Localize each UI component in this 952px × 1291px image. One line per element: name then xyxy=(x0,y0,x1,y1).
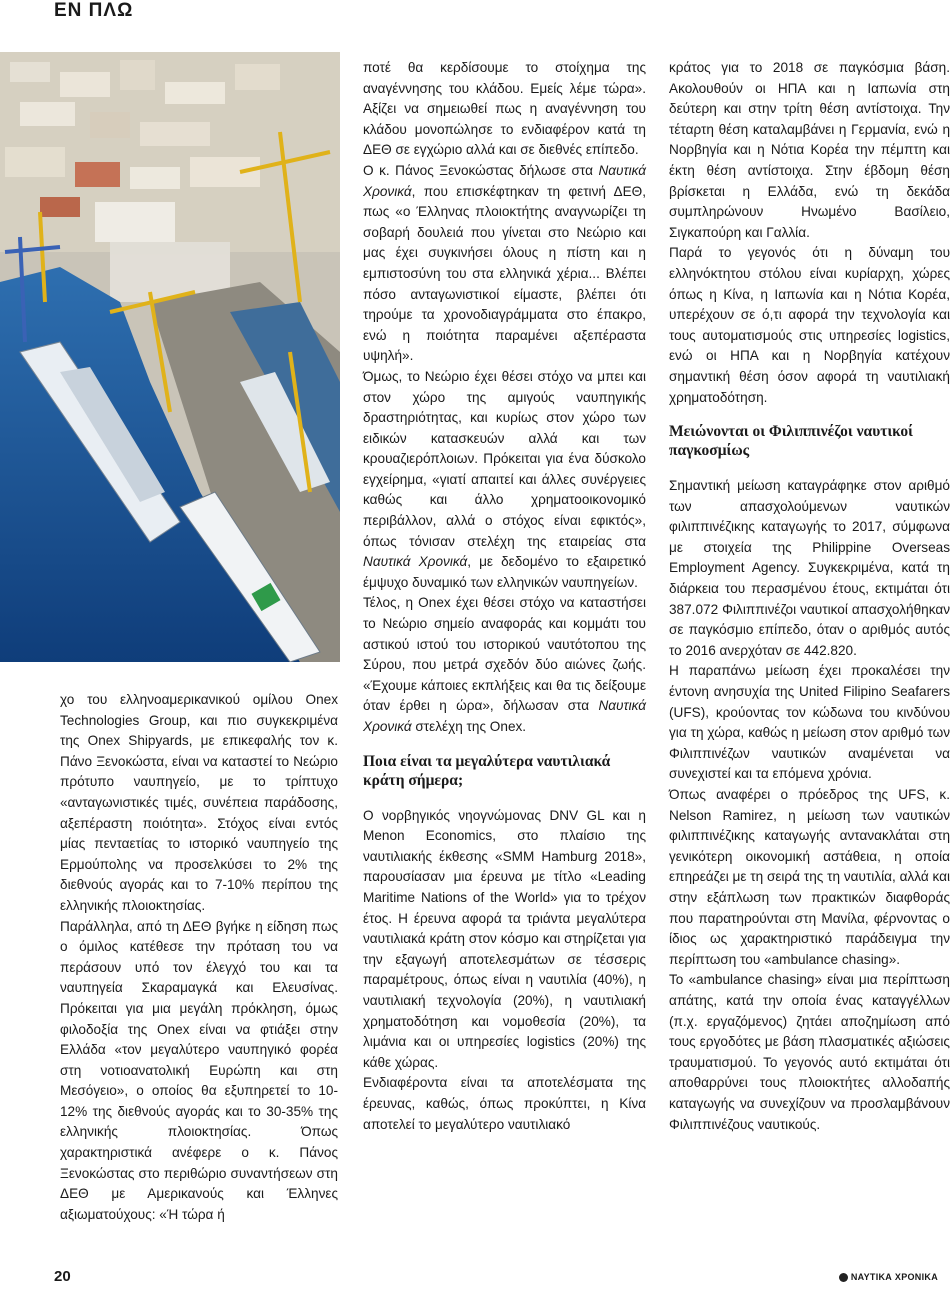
text-run: Ο κ. Πάνος Ξενοκώστας δήλωσε στα xyxy=(363,162,599,178)
publication-name: Ναυτικά Χρονικά xyxy=(363,162,646,199)
footer-brand xyxy=(839,1272,938,1282)
text-run: , που επισκέφτηκαν τη φετινή ΔΕΘ, πως «ο Έλληνας πλοιοκτήτης αναγνωρίζει τη σοβαρή δουλειά που γίνεται στο Νεώριο και μας έχει συγκινήσει όλους η πίστη και η εμπιστοσύνη του στα ελληνικά χέρια... Βλέπει πόσο ανταγωνιστικοί είμαστε, βλέπει ότι τηρούμε τα χρονοδιαγράμματα στο έπακρο, ενώ η ποιότητα παραμένει αξεπέραστα υψηλή». xyxy=(363,183,646,364)
col3-paragraph-5: Όπως αναφέρει ο πρόεδρος της UFS, κ. Nelson Ramirez, η μείωση των ναυτικών φιλιππινέζικης καταγωγής αντανακλάται στη γενικότερη οικονομική αστάθεια, η οποία επηρεάζει με τη σειρά της τη ναυτιλία, αλλά και στην εξάπλωση των πρακτικών διαφθοράς που παρατηρούνται στη Μανίλα, φέρνοντας ο ίδιος ως χαρακτηριστικό παράδειγμα την περίπτωση του «ambulance chasing». xyxy=(669,787,950,967)
col2-paragraph-6: Ενδιαφέροντα είναι τα αποτελέσματα της έρευνας, καθώς, όπως προκύπτει, η Κίνα αποτελεί το μεγαλύτερο ναυτιλιακό xyxy=(363,1075,646,1132)
text-run: στελέχη της Onex. xyxy=(411,719,527,734)
column-3 xyxy=(669,58,950,1135)
section-label: ΕΝ ΠΛΩ xyxy=(54,0,134,21)
text-run: Όμως, το Νεώριο έχει θέσει στόχο να μπει και στον χώρο της αμιγούς ναυπηγικής δραστηριότητας, και κυρίως στον χώρο των ειδικών κατασκευών αλλά και των κρουαζιερόπλοιων. Πρόκειται για ένα δύσκολο εγχείρημα, «γιατί απαιτεί και άλλες συνέργειες καθώς και άλλο χρηματοοικονομικό περιβάλλον, αλλά ο στόχος είναι εφικτός», όπως τόνισαν στελέχη της εταιρείας στα xyxy=(363,368,646,549)
column-2 xyxy=(363,58,646,1135)
col2-paragraph-4 xyxy=(363,593,646,737)
col3-paragraph-6: Το «ambulance chasing» είναι μια περίπτωση απάτης, κατά την οποία ένας καταγγέλλων (π.χ. εργαζόμενος) ζητάει αποζημίωση από τους εργοδότες με βάση πλασματικές αξιώσεις τραυματισμού. Το γεγονός αυτό εκτιμάται ότι αποθαρρύνει τους πλοιοκτήτες αλλοδαπής καταγωγής να συνεχίζουν να προσλαμβάνουν Φιλιππινέζους ναυτικούς. xyxy=(669,972,950,1132)
col1-paragraph-1: χο του ελληνοαμερικανικού ομίλου Onex Technologies Group, και πιο συγκεκριμένα της Onex Shipyards, με επικεφαλής τον κ. Πάνο Ξενοκώστα, είναι να καταστεί το Νεώριο πρότυπο ναυπηγείο, με το τρίπτυχο «ανταγωνιστικές τιμές, συνέπεια παράδοσης, αξεπέραστη ποιότητα». Στόχος είναι εντός μίας πενταετίας το ιστορικό ναυπηγείο της Ερμούπολης να προσελκύσει το 2% της διεθνούς αγοράς και το 7-10% περίπου της ελληνικής πλοιοκτησίας. xyxy=(60,692,338,913)
col2-paragraph-1: ποτέ θα κερδίσουμε το στοίχημα της αναγέννησης του κλάδου. Εμείς λέμε τώρα». Αξίζει να σημειωθεί πως η αναγέννηση του κλάδου μονοπώλησε το ενδιαφέρον κατά τη ΔΕΘ σε εγχώριο αλλά και σε διεθνές επίπεδο. xyxy=(363,60,646,158)
text-run: Τέλος, η Onex έχει θέσει στόχο να καταστήσει το Νεώριο σημείο αναφοράς και κομμάτι του αστικού ιστού του ιστορικού ναυτότοπου της Σύρου, που μετρά σχεδόν δύο αιώνες ζωής. «Έχουμε κάποιες εκπλήξεις και θα τις δείξουμε όταν έρθει η ώρα», δήλωσαν στα xyxy=(363,595,646,714)
col2-paragraph-2 xyxy=(363,161,646,367)
brand-name: ΝΑΥΤΙΚΑ ΧΡΟΝΙΚΑ xyxy=(850,1272,938,1282)
col3-paragraph-1: κράτος για το 2018 σε παγκόσμια βάση. Ακολουθούν οι ΗΠΑ και η Ιαπωνία στη δεύτερη και στην τρίτη θέση αντίστοιχα. Την τέταρτη θέση καταλαμβάνει η Γερμανία, ενώ η Νορβηγία και η Νότια Κορέα την πέμπτη και έκτη θέση αντίστοιχα. Στην έβδομη θέση βρίσκεται η Ελλάδα, ενώ τη δεκάδα συμπληρώνουν Ηνωμένο Βασίλειο, Σιγκαπούρη και Γαλλία. xyxy=(669,60,950,240)
column-1 xyxy=(60,690,338,1225)
col2-paragraph-3 xyxy=(363,367,646,594)
shipyard-photo xyxy=(0,52,340,662)
text-run: , με δεδομένο το εξαιρετικό έμψυχο δυναμικό των ελληνικών ναυπηγείων. xyxy=(363,554,646,590)
col2-paragraph-5: Ο νορβηγικός νηογνώμονας DNV GL και η Menon Economics, στο πλαίσιο της ναυτιλιακής έκθεσης «SMM Hamburg 2018», παρουσίασαν μια έρευνα με τίτλο «Leading Maritime Nations of the World» για το τρέχον έτος. Η έρευνα αφορά τα τριάντα μεγαλύτερα ναυτιλιακά κράτη στον κόσμο και στηρίζεται για την εξαγωγή αποτελεσμάτων σε τέσσερις παραμέτρους, όπως είναι η ναυτιλία (40%), η ναυτιλιακή τεχνολογία (20%), η ναυτιλιακή χρηματοδότηση και νομοθεσία (20%), τα λιμάνια και οι υπηρεσίες logistics (20%) της κάθε χώρας. xyxy=(363,807,646,1070)
subheading-filipino-seafarers: Μειώνονται οι Φιλιππινέζοι ναυτικοί παγκοσμίως xyxy=(669,423,913,460)
brand-logo-icon xyxy=(839,1273,848,1282)
publication-name: Ναυτικά Χρονικά xyxy=(363,698,646,734)
publication-name: Ναυτικά Χρονικά xyxy=(363,554,468,570)
col3-paragraph-2: Παρά το γεγονός ότι η δύναμη του ελληνόκτητου στόλου είναι κυρίαρχη, χώρες όπως η Κίνα, η Ιαπωνία και η Νότια Κορέα, υπερέχουν σε ό,τι αφορά την τεχνολογία και τους αυτοματισμούς στις υπηρεσίες logistics, ενώ οι ΗΠΑ και η Νορβηγία κατέχουν σημαντική θέση όσον αφορά τη ναυτιλιακή χρηματοδότηση. xyxy=(669,245,950,405)
subheading-maritime-nations: Ποια είναι τα μεγαλύτερα ναυτιλιακά κράτη σήμερα; xyxy=(363,752,611,789)
shipyard-aerial-icon xyxy=(0,52,340,662)
col3-paragraph-3: Σημαντική μείωση καταγράφηκε στον αριθμό των απασχολούμενων ναυτικών φιλιππινέζικης καταγωγής το 2017, σύμφωνα με στοιχεία της Philippine Overseas Employment Agency. Συγκεκριμένα, κατά τη διάρκεια του περασμένου έτους, εκτιμάται ότι 387.072 Φιλιππινέζοι ναυτικοί απασχολήθηκαν σε παγκόσμιο επίπεδο, όταν ο αριθμός αυτός το 2016 ανερχόταν σε 442.820. xyxy=(669,478,950,658)
page-number: 20 xyxy=(54,1268,71,1285)
col1-paragraph-2: Παράλληλα, από τη ΔΕΘ βγήκε η είδηση πως ο όμιλος κατέθεσε την πρόταση του να περάσουν υπό τον έλεγχό του και τα ναυπηγεία Σκαραμαγκά και Ελευσίνας. Πρόκειται για μια μεγάλη πρόκληση, όμως φιλοδοξία της Onex είναι να φτιάξει στην Ελλάδα «τον μεγαλύτερο ναυπηγικό φορέα στη νοτιοανατολική Ευρώπη και στη Μεσόγειο», ο οποίος θα εξυπηρετεί το 10-12% της διεθνούς αγοράς και το 30-35% της ελληνικής πλοιοκτησίας. Όπως χαρακτηριστικά ανέφερε ο κ. Πάνος Ξενοκώστας στο περιθώριο συναντήσεων στη ΔΕΘ με Αμερικανούς και Έλληνες αξιωματούχους: «Ή τώρα ή xyxy=(60,918,338,1222)
col3-paragraph-4: Η παραπάνω μείωση έχει προκαλέσει την έντονη ανησυχία της United Filipino Seafarers (UFS), κρούοντας τον κώδωνα του κινδύνου για τη χώρα, καθώς η μείωση στον αριθμό των Φιλιππινέζων ναυτικών αναμένεται να συνεχιστεί και τα επόμενα χρόνια. xyxy=(669,663,950,782)
